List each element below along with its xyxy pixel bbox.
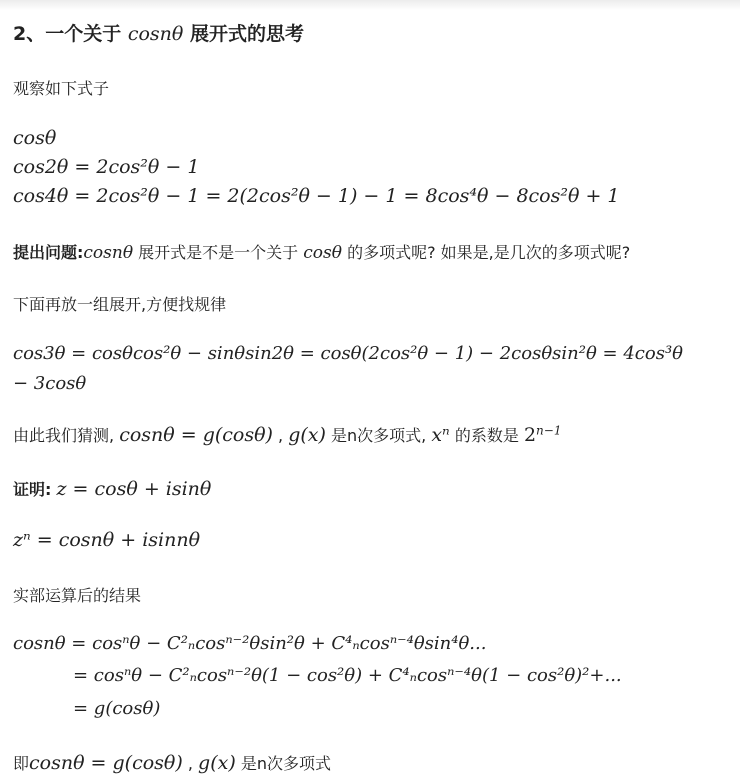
top-fade [0, 0, 740, 10]
conclusion-math1: cosnθ = g(cosθ) [29, 752, 183, 774]
conclusion-text1: 即 [13, 754, 30, 773]
real-part-text: 实部运算后的结果 [13, 586, 142, 605]
question-paragraph [13, 240, 630, 263]
guess-math3: xⁿ [431, 424, 450, 446]
guess-text1: 由此我们猜测, [13, 426, 115, 445]
guess-power-base: 2 [523, 424, 537, 446]
question-math1: cosnθ [83, 243, 134, 263]
conclusion-math2: g(x) [198, 752, 236, 774]
guess-math2: g(x) [288, 424, 326, 446]
conclusion-paragraph [13, 751, 331, 774]
proof-paragraph [13, 477, 211, 500]
zn-expr: zⁿ = cosnθ + isinnθ [13, 529, 201, 551]
expr-cos4: cos4θ = 2cos²θ − 1 = 2(2cos²θ − 1) − 1 = 8cos⁴θ − 8cos²θ + 1 [13, 185, 620, 207]
heading-math: cosnθ [127, 23, 184, 45]
conclusion-text3: 是n次多项式 [235, 754, 331, 773]
question-text2: 的多项式呢? 如果是,是几次的多项式呢? [341, 243, 631, 262]
guess-text3: 是n次多项式, [325, 426, 427, 445]
question-math2: cosθ [303, 243, 342, 263]
heading-suffix: 展开式的思考 [183, 23, 304, 45]
guess-power-exp: n−1 [536, 423, 562, 438]
cos3-line2: − 3cosθ [13, 373, 87, 394]
section-heading [13, 19, 304, 46]
question-text1: 展开式是不是一个关于 [133, 243, 304, 262]
conclusion-text2: , [182, 754, 199, 773]
observe-text: 观察如下式子 [13, 79, 110, 98]
heading-prefix: 2、一个关于 [13, 23, 128, 45]
expr-cos2: cos2θ = 2cos²θ − 1 [13, 156, 200, 178]
cos3-line1: cos3θ = cosθcos²θ − sinθsin2θ = cosθ(2cos²θ − 1) − 2cosθsin²θ = 4cos³θ [13, 343, 683, 364]
guess-math1: cosnθ = g(cosθ) [119, 424, 273, 446]
proof-label: 证明: [13, 480, 52, 499]
align-line2: = cosⁿθ − C²ₙcosⁿ⁻²θ(1 − cos²θ) + C⁴ₙcosⁿ⁻⁴θ(1 − cos²θ)²+... [73, 665, 622, 686]
expand-intro: 下面再放一组展开,方便找规律 [13, 295, 227, 314]
guess-paragraph [13, 423, 561, 446]
guess-text2: , [272, 426, 289, 445]
align-line3: = g(cosθ) [73, 698, 161, 719]
guess-text4: 的系数是 [449, 426, 524, 445]
proof-math: z = cosθ + isinθ [56, 478, 212, 500]
question-label: 提出问题: [13, 243, 84, 262]
expr-cos: cosθ [13, 127, 57, 149]
align-line1: cosnθ = cosⁿθ − C²ₙcosⁿ⁻²θsin²θ + C⁴ₙcosⁿ⁻⁴θsin⁴θ... [13, 633, 487, 654]
